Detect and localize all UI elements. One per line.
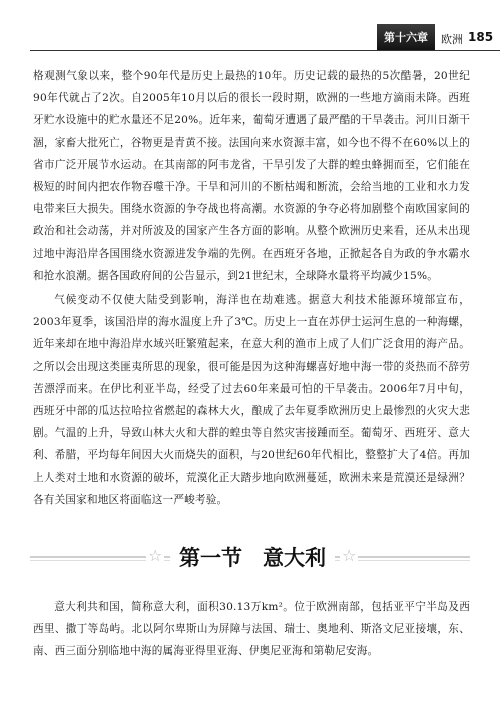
- running-head-section: 欧洲: [441, 33, 463, 46]
- star-icon: ☆: [148, 546, 163, 565]
- header-rule: [30, 50, 500, 51]
- paragraph-text: 意大利共和国，简称意大利，面积30.13万km²。位于欧洲南部，包括亚平宁半岛及西西里、撒丁等岛屿。北以阿尔卑斯山为屏障与法国、瑞士、奥地利、斯洛文尼亚接壤，东、南、西三面分别临地中海的属海亚得里亚海、伊奥尼亚海和第勒尼安海。: [33, 601, 470, 658]
- body-paragraph-1: [33, 65, 470, 287]
- page-number: 185: [468, 30, 494, 44]
- star-icon: ☆: [342, 546, 357, 565]
- paragraph-text: 格观测气象以来，整个90年代是历史上最热的10年。历史记载的最热的5次酷暑，20世纪90年代就占了2次。自2005年10月以后的很长一段时期，欧洲的一些地方滴雨未降。西班牙贮水设施中的贮水量还不足20%。近年来，葡萄牙遭遇了最严酷的干旱袭击。河川日渐干涸，家畜大批死亡，谷物更是青黄不接。法国向来水资源丰富，如今也不得不在60%以上的省市广泛开展节水运动。在其南部的阿韦龙省，干旱引发了大群的蝗虫蜂拥而至，它们能在极短的时间内把农作物吞噬干净。干旱和河川的不断枯竭和断流，会给当地的工业和水力发电带来巨大损失。围绕水资源的争夺战也将高潮。水资源的争夺必将加剧整个南欧国家间的政治和社会动荡，并对所波及的国家产生各方面的影响。从整个欧洲历史来看，还从未出现过地中海沿岸各国围绕水资源进发争端的先例。在西班牙各地，正掀起各自为政的争水霸水和抢水浪潮。据各国政府间的公告显示，到21世纪末，全球降水量将平均减少15%。: [33, 70, 470, 282]
- chapter-tab: 第十六章: [377, 24, 435, 51]
- section-title: 第一节 意大利: [170, 540, 335, 576]
- body-paragraph-3: [33, 596, 470, 663]
- page-header: [0, 0, 500, 62]
- paragraph-text: 气候变动不仅使大陆受到影响，海洋也在劫难逃。据意大利技术能源环境部宣布，2003年夏季，该国沿岸的海水温度上升了3℃。历史上一直在苏伊士运河生息的一种海螺，近年来却在地中海沿岸水域兴旺繁殖起来，在意大利的渔市上成了人们广泛食用的海产品。之所以会出现这类匪夷所思的现象，很可能是因为这种海螺喜好地中海一带的炎热而不辞劳苦漂浮而来。在伊比利亚半岛，经受了过去60年来最可怕的干旱袭击。2006年7月中旬，西班牙中部的瓜达拉哈拉省燃起的森林大火，酿成了去年夏季欧洲历史上最惨烈的火灾大悲剧。气温的上升，导致山林大火和大群的蝗虫等自然灾害接踵而至。葡萄牙、西班牙、意大利、希腊，平均每年间因大火而烧失的面积，与20世纪60年代相比，整整扩大了4倍。再加上人类对土地和水资源的破坏，荒漠化正大踏步地向欧洲蔓延，欧洲未来是荒漠还是绿洲？各有关国家和地区将面临这一严峻考验。: [33, 294, 470, 506]
- body-paragraph-2: [33, 289, 470, 511]
- section-heading: [30, 538, 470, 578]
